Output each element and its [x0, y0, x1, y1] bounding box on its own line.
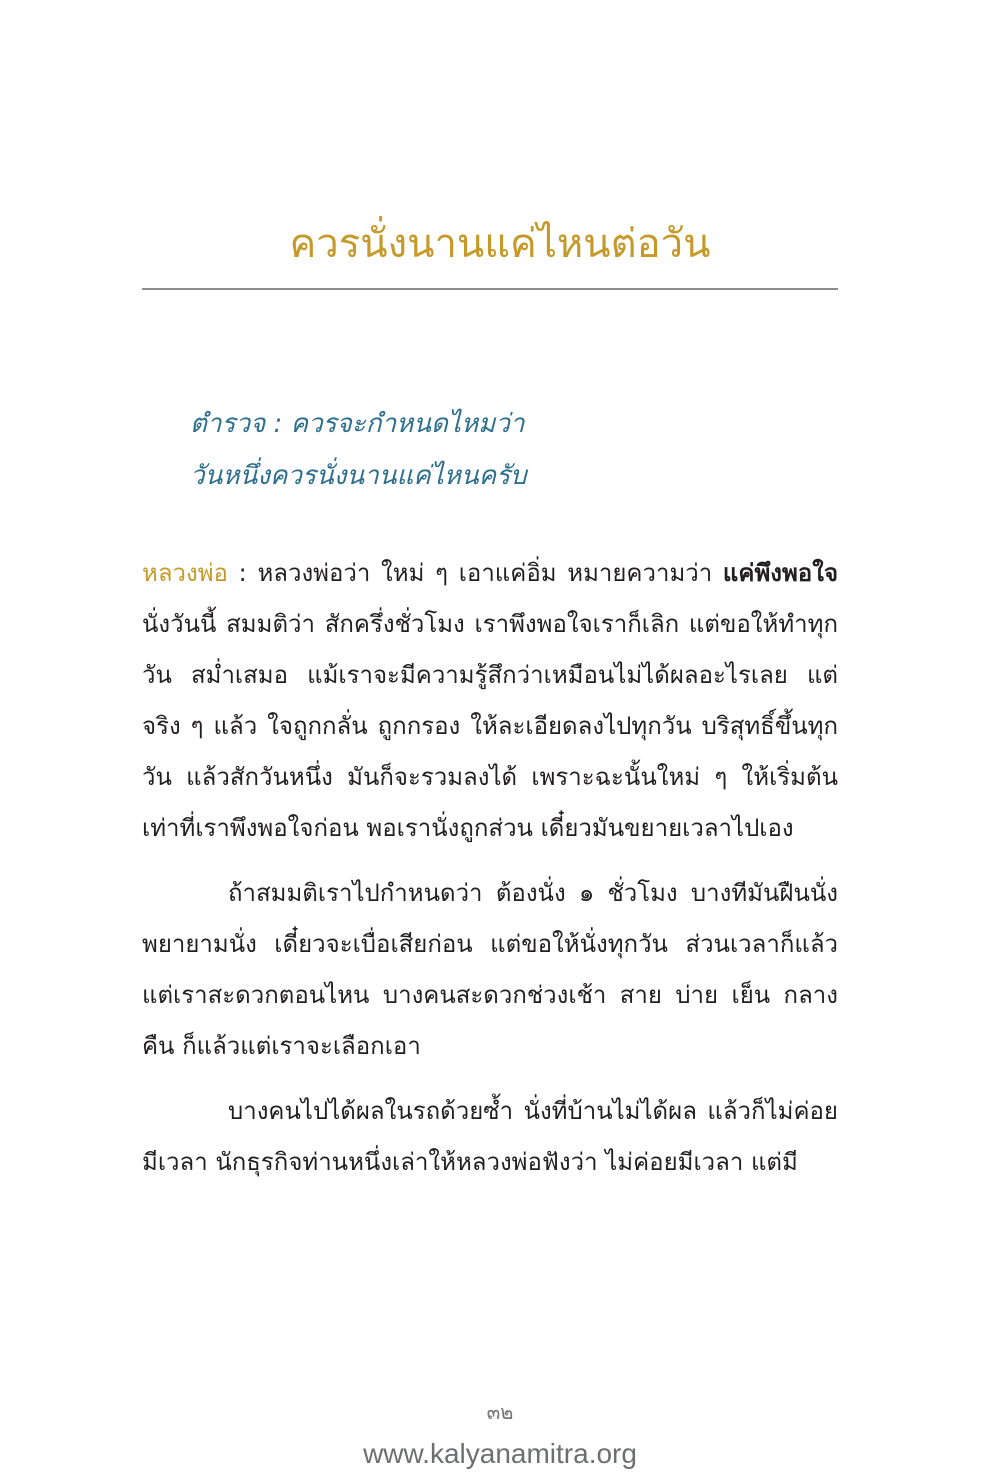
- answer-block: [142, 548, 838, 1188]
- speaker-separator: :: [227, 559, 258, 587]
- title-underline: [142, 288, 838, 290]
- question-line-2: วันหนึ่งควรนั่งนานแค่ไหนครับ: [190, 461, 527, 491]
- answer-paragraph-2: ถ้าสมมติเราไปกำหนดว่า ต้องนั่ง ๑ ชั่วโมง บางทีมันฝืนนั่ง พยายามนั่ง เดี๋ยวจะเบื่อเสียก่อน แต่ขอให้นั่งทุกวัน ส่วนเวลาก็แล้วแต่เราสะดวกตอนไหน บางคนสะดวกช่วงเช้า สาย บ่าย เย็น กลางคืน ก็แล้วแต่เราจะเลือกเอา: [142, 879, 838, 1060]
- answer-lead-text: หลวงพ่อว่า ใหม่ ๆ เอาแค่อิ่ม หมายความว่า: [257, 559, 723, 587]
- website-footer: www.kalyanamitra.org: [363, 1438, 637, 1469]
- answer-bold-phrase: แค่พึงพอใจ: [722, 559, 838, 587]
- answer-paragraph-1: [142, 548, 838, 854]
- question-line-1: ตำรวจ : ควรจะกำหนดไหมว่า: [190, 409, 525, 439]
- chapter-title: ควรนั่งนานแค่ไหนต่อวัน: [289, 221, 711, 267]
- page-number: ๓๒: [486, 1400, 514, 1424]
- question-block: [190, 398, 840, 502]
- answer-paragraph-1-rest: นั่งวันนี้ สมมติว่า สักครึ่งชั่วโมง เราพึงพอใจเราก็เลิก แต่ขอให้ทำทุกวัน สม่ำเสมอ แม้เราจะมีความรู้สึกว่าเหมือนไม่ได้ผลอะไรเลย แต่จริง ๆ แล้ว ใจถูกกลั่น ถูกกรอง ให้ละเอียดลงไปทุกวัน บริสุทธิ์ขึ้นทุกวัน แล้วสักวันหนึ่ง มันก็จะรวมลงได้ เพราะฉะนั้นใหม่ ๆ ให้เริ่มต้นเท่าที่เราพึงพอใจก่อน พอเรานั่งถูกส่วน เดี๋ยวมันขยายเวลาไปเอง: [142, 610, 838, 842]
- speaker-label: หลวงพ่อ: [142, 559, 228, 587]
- answer-paragraph-3: บางคนไปได้ผลในรถด้วยซ้ำ นั่งที่บ้านไม่ได้ผล แล้วก็ไม่ค่อยมีเวลา นักธุรกิจท่านหนึ่งเล่าให้หลวงพ่อฟังว่า ไม่ค่อยมีเวลา แต่มี: [142, 1097, 838, 1176]
